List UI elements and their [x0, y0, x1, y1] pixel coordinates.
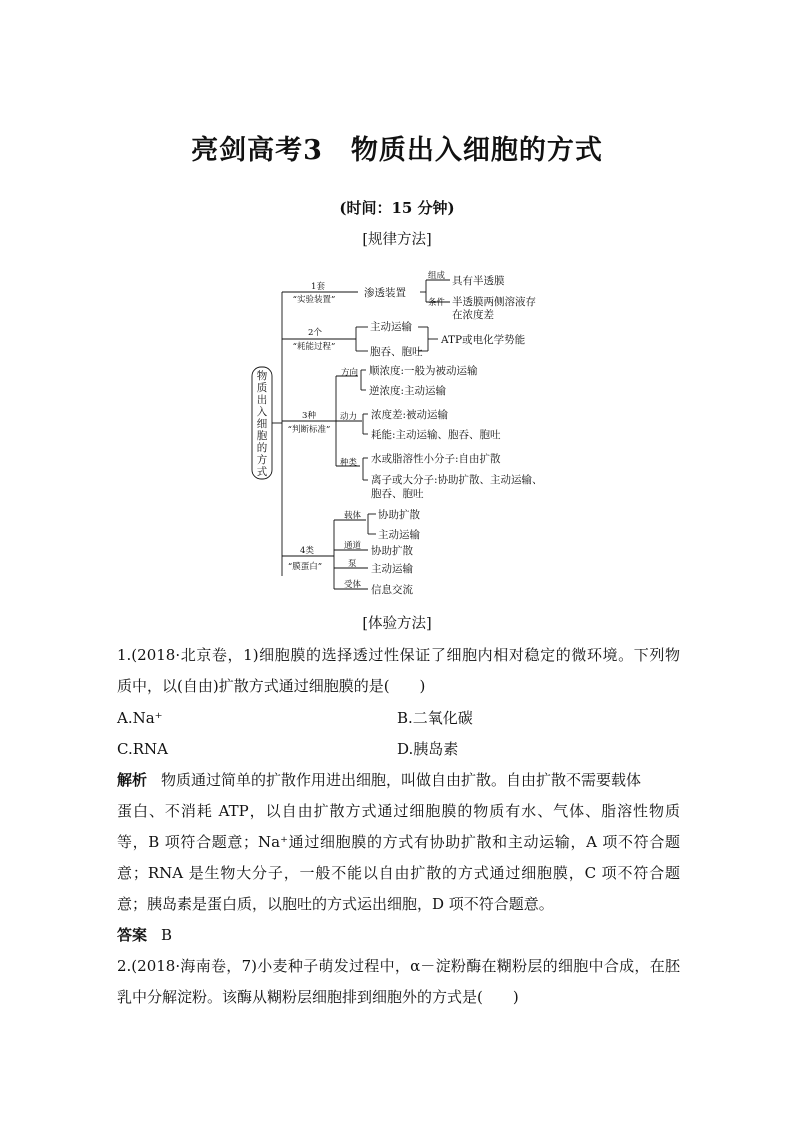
b4-receptor-tag: 受体: [344, 580, 362, 590]
b4-carrier-1: 协助扩散: [378, 509, 420, 521]
b3-power-tag: 动力: [340, 412, 358, 422]
root-char: 细: [256, 418, 268, 430]
b3-label: “判断标准”: [287, 425, 331, 435]
q1-stem-line1: 1.(2018·北京卷，1)细胞膜的选择透过性保证了细胞内相对稳定的微环境。下列物: [117, 646, 680, 664]
b2-item2: 胞吞、胞吐: [370, 346, 423, 358]
q1-analysis-line3: 等，B 项符合题意；Na⁺通过细胞膜的方式有协助扩散和主动运输，A 项不符合题: [117, 833, 680, 851]
root-char: 的: [256, 442, 268, 454]
b3-count: 3种: [302, 411, 316, 421]
q1-option-a: A.Na⁺: [117, 709, 163, 727]
root-label: [257, 369, 268, 478]
b1-sub2-tag: 条件: [428, 298, 446, 308]
q2-stem-line1: 2.(2018·海南卷，7)小麦种子萌发过程中，α－淀粉酶在糊粉层的细胞中合成，在胚: [117, 957, 680, 975]
b3-power-2: 耗能:主动运输、胞吞、胞吐: [371, 429, 501, 441]
b1-count: 1套: [311, 282, 325, 292]
b1-sub1-tag: 组成: [428, 271, 446, 281]
b3-direction-tag: 方向: [341, 368, 359, 378]
b3-kind-1: 水或脂溶性小分子:自由扩散: [371, 453, 501, 465]
b3-kind-2-line2: 胞吞、胞吐: [371, 488, 424, 500]
b2-count: 2个: [308, 328, 322, 338]
q2-stem-line2: 乳中分解淀粉。该酶从糊粉层细胞排到细胞外的方式是( ): [117, 988, 519, 1006]
page-title: 亮剑高考3 物质出入细胞的方式: [191, 135, 603, 166]
b4-carrier-2: 主动运输: [378, 529, 420, 541]
analysis-label: 解析: [117, 771, 148, 789]
section-heading-experience: [体验方法]: [362, 616, 432, 632]
b3-direction-2: 逆浓度:主动运输: [369, 385, 447, 397]
b1-sub2-line1: 半透膜两侧溶液存: [452, 296, 536, 308]
b3-kind-tag: 种类: [340, 458, 358, 468]
b4-label: “膜蛋白”: [287, 562, 323, 572]
q1-answer: [117, 925, 172, 945]
section-heading-rules: [规律方法]: [362, 232, 432, 248]
b4-count: 4类: [300, 546, 314, 556]
b4-channel-tag: 通道: [344, 541, 362, 551]
b2-label: “耗能过程”: [292, 342, 336, 352]
b1-sub2-line2: 在浓度差: [452, 309, 494, 321]
time-note: (时间：15 分钟): [339, 199, 455, 217]
q1-option-c: C.RNA: [117, 740, 168, 758]
root-char: 式: [256, 466, 268, 478]
root-char: 入: [256, 406, 268, 418]
b3-kind-2-line1: 离子或大分子:协助扩散、主动运输、: [371, 474, 543, 486]
root-char: 出: [256, 394, 268, 406]
b2-item1: 主动运输: [370, 321, 412, 333]
b3-power-1: 浓度差:被动运输: [371, 409, 449, 421]
q1-analysis-line1: [117, 770, 680, 790]
b4-pump-tag: 泵: [348, 559, 357, 569]
b4-channel: 协助扩散: [371, 545, 413, 557]
b3-direction-1: 顺浓度:一般为被动运输: [369, 365, 478, 377]
b4-receptor: 信息交流: [371, 584, 413, 596]
root-char: 胞: [256, 430, 268, 442]
root-char: 质: [256, 382, 268, 394]
b4-pump: 主动运输: [371, 563, 413, 575]
q1-option-b: B.二氧化碳: [397, 709, 473, 727]
b4-carrier-tag: 载体: [344, 511, 362, 521]
q1-option-d: D.胰岛素: [397, 740, 459, 758]
q1-analysis-line4: 意；RNA 是生物大分子，一般不能以自由扩散的方式通过细胞膜，C 项不符合题: [117, 864, 680, 882]
q1-analysis-line5: 意；胰岛素是蛋白质，以胞吐的方式运出细胞，D 项不符合题意。: [117, 895, 554, 913]
answer-value: B: [161, 926, 173, 944]
answer-label: 答案: [117, 926, 148, 944]
q1-analysis-line2: 蛋白、不消耗 ATP，以自由扩散方式通过细胞膜的物质有水、气体、脂溶性物质: [117, 802, 680, 820]
b1-device: 渗透装置: [364, 287, 406, 299]
concept-map: [240, 262, 560, 602]
analysis-text: 物质通过简单的扩散作用进出细胞，叫做自由扩散。自由扩散不需要载体: [161, 771, 642, 789]
root-char: 物: [256, 370, 268, 382]
b1-label: “实验装置”: [292, 295, 336, 305]
b1-sub1-text: 具有半透膜: [452, 275, 505, 287]
b2-energy: ATP或电化学势能: [441, 334, 526, 346]
q1-stem-line2: 质中，以(自由)扩散方式通过细胞膜的是( ): [117, 677, 426, 695]
root-char: 方: [256, 454, 268, 466]
